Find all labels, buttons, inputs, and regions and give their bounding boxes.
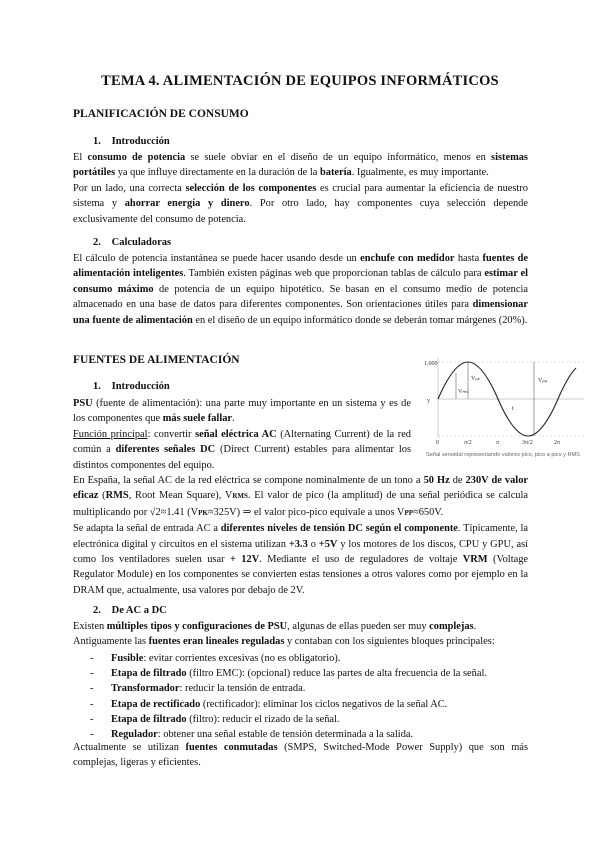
paragraph-funcion-principal: Función principal: convertir señal eléctrica AC (Alternating Current) de la red común a diferentes señales DC (Direct Current) estables para alimentar los distintos componentes del equipo. xyxy=(73,428,411,471)
subsection-number: 2. xyxy=(93,605,101,616)
list-item: - Etapa de filtrado (filtro EMC): (opcional) reduce las partes de alta frecuencia de la señal. xyxy=(90,668,487,680)
figure-caption: Señal senoidal representando valores pico, pico a pico y RMS xyxy=(426,452,580,458)
subsection-title: De AC a DC xyxy=(111,605,167,616)
t-axis-label: t xyxy=(512,406,514,412)
subsection-title: Calculadoras xyxy=(111,237,172,248)
vpk-label: Vₚₖ xyxy=(471,376,481,382)
subsection-number: 2. xyxy=(93,237,101,248)
subsection-heading-calculadoras xyxy=(93,237,171,248)
psu-blocks-list xyxy=(73,651,528,742)
subsection-title: Introducción xyxy=(111,136,170,147)
subsection-number: 1. xyxy=(93,136,101,147)
section-heading-fuentes: FUENTES DE ALIMENTACIÓN xyxy=(73,354,240,366)
subsection-heading-ac-dc xyxy=(93,605,167,616)
list-item: - Fusible: evitar corrientes excesivas (no es obligatorio). xyxy=(90,653,341,664)
vrms-label: Vₘₛ xyxy=(458,389,469,395)
paragraph-niveles-tension: Se adapta la señal de entrada AC a diferentes niveles de tensión DC según el componente. Típicamente, la electrónica digital y circuitos en el sistema utilizan +3.3 o +5V y los motores de los discos, CPU y GPU, así como los ventiladores suelen usar + 12V. Mediante el uso de reguladores de voltaje VRM (Voltage Regulator Module) en los componentes se convierten estas tensiones a otros valores como por ejemplo en la DRAM que, actualmente, usa valores por debajo de 2V. xyxy=(73,523,528,596)
paragraph-senal-espana: En España, la señal AC de la red eléctrica se compone nominalmente de un tono a 50 Hz de 230V de valor eficaz (RMS, Root Mean Square), VRMS. El valor de pico (la amplitud) de una señal periódica se calcula multiplicando por √2≈1.41 (VPK≈325V) ⇒ el valor pico-pico equivale a unos VPP≈650V. Se adapta la señal de entrada AC a diferentes niveles de tensión DC según el componente. Típicamente, la electrónica digital y circuitos en el sistema utilizan +3.3 o +5V y los motores de los discos, CPU y GPU, así como los ventiladores suelen usar + 12V. Mediante el uso de reguladores de voltaje VRM (Voltage Regulator Module) en los componentes se convierten estas tensiones a otros valores como por ejemplo en la DRAM que, actualmente, usa valores por debajo de 2V. xyxy=(73,473,528,598)
paragraph-calculadoras: El cálculo de potencia instantánea se puede hacer usando desde un enchufe con medidor hasta fuentes de alimentación inteligentes. También existen páginas web que proporcionan tablas de cálculo para estimar el consumo máximo de potencia de un equipo hipotético. Se basan en el consumo medio de potencia almacenado en una base de datos para diferentes componentes. Son orientaciones útiles para dimensionar una fuente de alimentación en el diseño de un equipo informático donde se deberán tomar márgenes (20%). xyxy=(73,253,529,326)
subsection-number: 1. xyxy=(93,381,101,392)
paragraph-tipos-psu: Existen múltiples tipos y configuraciones de PSU, algunas de ellas pueden ser muy complejas. Antiguamente las fuentes eran lineales reguladas y contaban con los siguientes bloques principales: xyxy=(73,619,528,650)
y-axis-label: y xyxy=(427,398,430,404)
figure-caption-wrap xyxy=(424,448,589,460)
tick-label: 0 xyxy=(436,440,439,446)
section-heading-planificacion: PLANIFICACIÓN DE CONSUMO xyxy=(73,108,249,120)
subsection-heading-introduccion-1 xyxy=(93,136,170,147)
list-item: - Etapa de rectificado (rectificador): eliminar los ciclos negativos de la señal AC. xyxy=(90,698,448,710)
paragraph-consumo: El consumo de potencia se suele obviar en el diseño de un equipo informático, menos en sistemas portátiles ya que influye directamente en la duración de la batería. Igualmente, es muy importante. xyxy=(73,152,528,179)
subsection-title: Introducción xyxy=(111,381,170,392)
paragraph-seleccion: Por un lado, una correcta selección de los componentes es crucial para aumentar la eficiencia de nuestro sistema y ahorrar energía y dinero. Por otro lado, hay componentes cuya selección depende exclusivamente del consumo de potencia. xyxy=(73,182,528,225)
subsection-heading-introduccion-2 xyxy=(93,381,170,392)
y-top-label: 1.000 xyxy=(424,361,438,367)
paragraph-conmutadas: Actualmente se utilizan fuentes conmutadas (SMPS, Switched-Mode Power Supply) que son más complejas, ligeras y eficientes. xyxy=(73,742,528,769)
sine-wave-figure xyxy=(424,356,589,458)
list-item: - Etapa de filtrado (filtro): reducir el rizado de la señal. xyxy=(90,713,340,725)
paragraph-psu: PSU (fuente de alimentación): una parte muy importante en un sistema y es de los componentes que más suele fallar. Función principal: convertir señal eléctrica AC (Alternating Current) de la red común a diferentes señales DC (Direct Current) estables para alimentar los distintos componentes del equipo. xyxy=(73,396,411,473)
document-title: TEMA 4. ALIMENTACIÓN DE EQUIPOS INFORMÁTICOS xyxy=(101,73,499,89)
paragraph-lineales: Antiguamente las fuentes eran lineales reguladas y contaban con los siguientes bloques principales: xyxy=(73,636,495,648)
vpp-label: Vₚₚ xyxy=(538,378,548,384)
tick-label: π/2 xyxy=(464,440,472,446)
sine-wave-chart xyxy=(424,356,589,448)
tick-label: 3π/2 xyxy=(522,440,533,446)
tick-label: 2π xyxy=(554,440,561,446)
list-item: - Regulador: obtener una señal estable de tensión determinada a la salida. xyxy=(90,729,414,741)
list-item: - Transformador: reducir la tensión de entrada. xyxy=(90,683,306,695)
tick-label: π xyxy=(496,440,500,446)
paragraph-intro-planificacion xyxy=(73,150,528,227)
